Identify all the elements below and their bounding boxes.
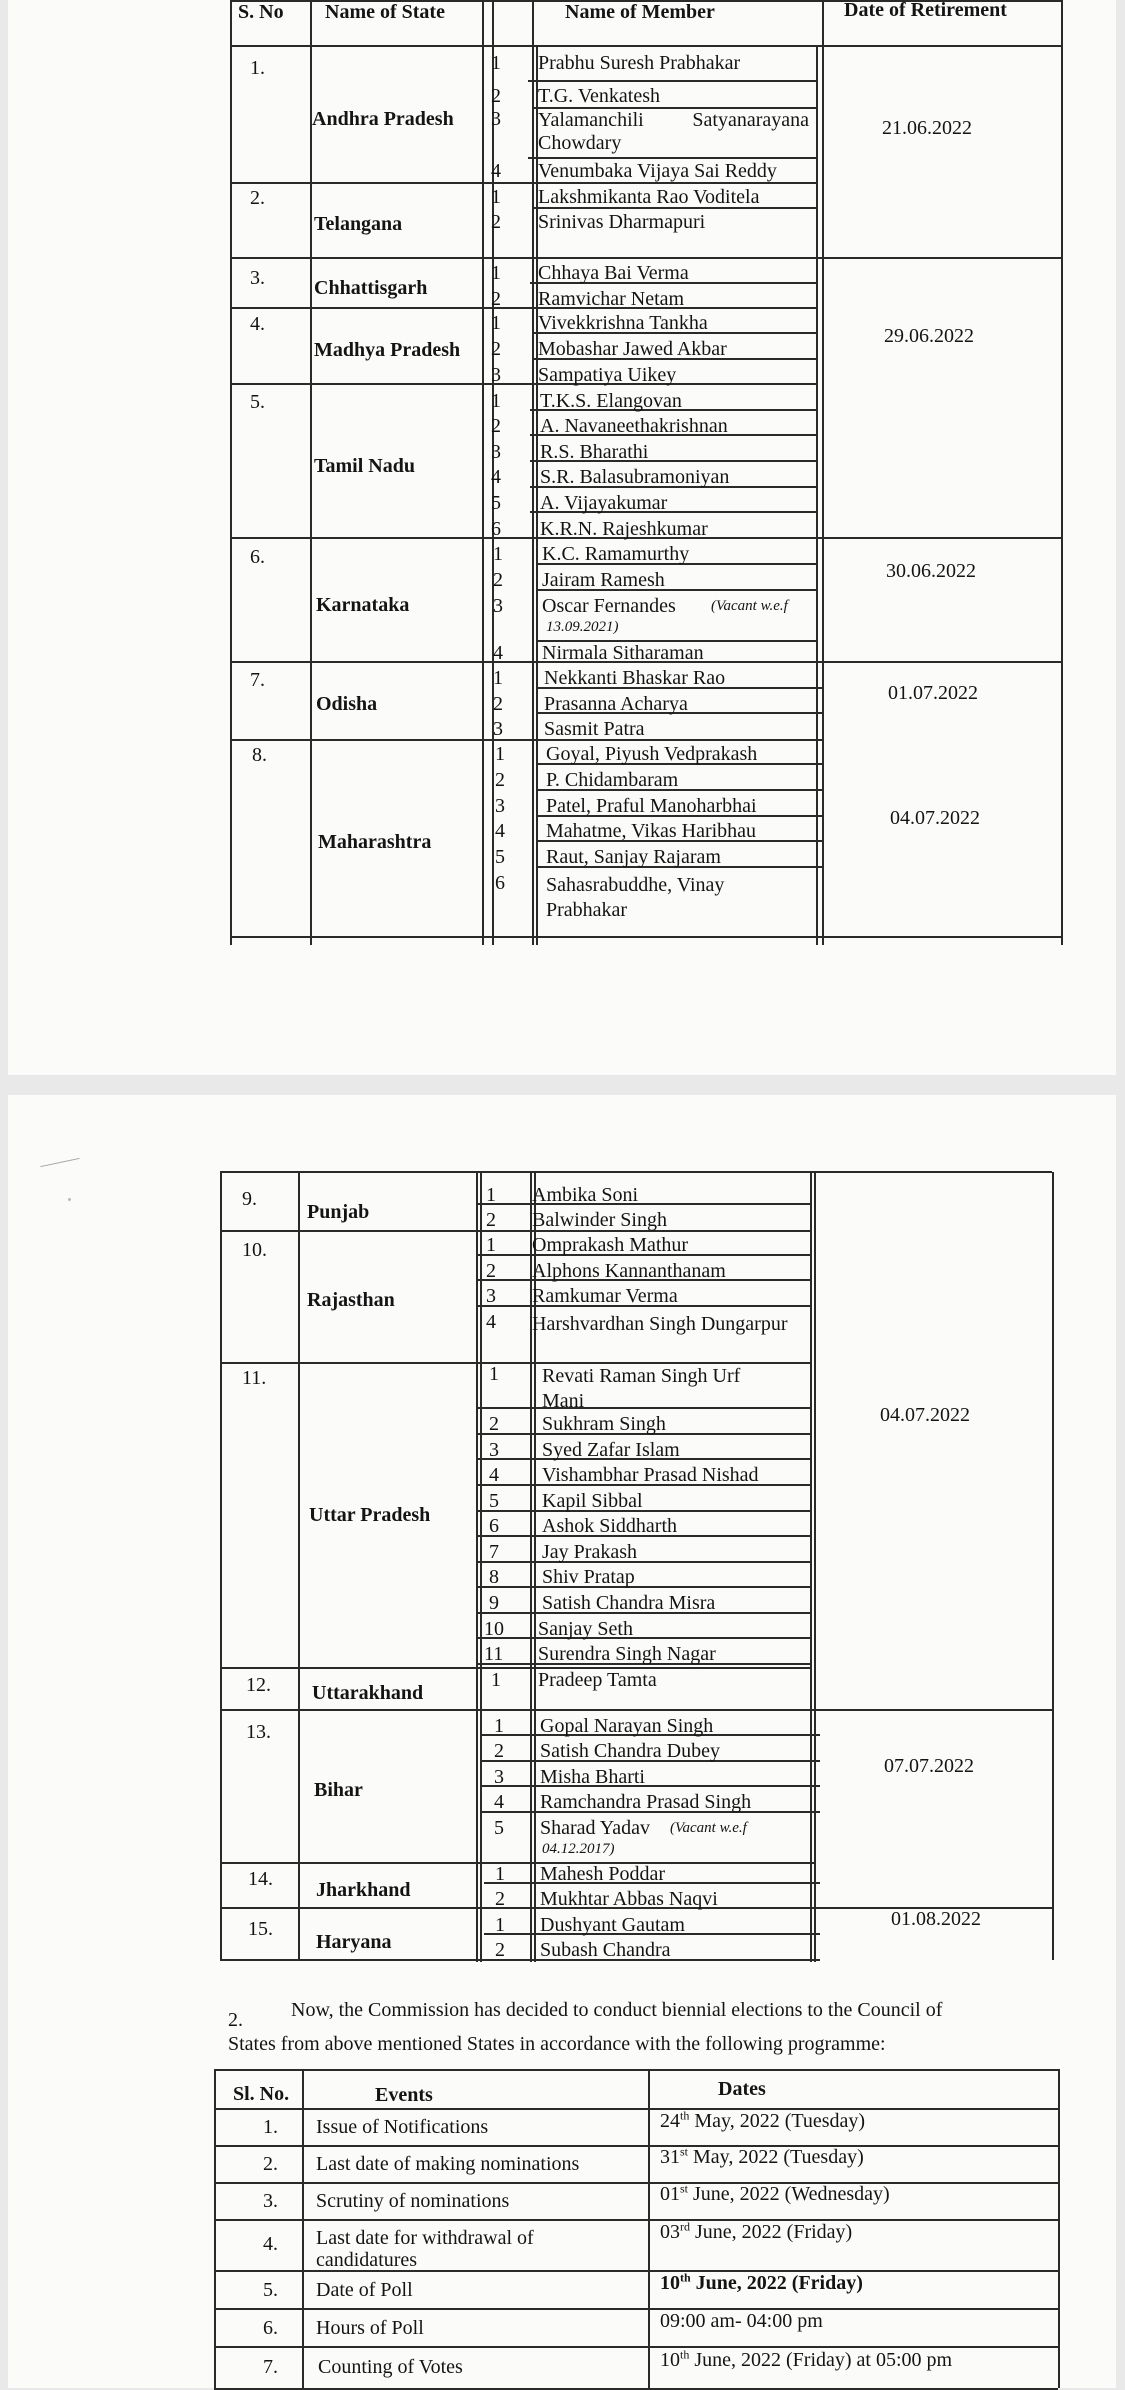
state-name: Tamil Nadu [314, 455, 415, 477]
member-name: Goyal, Piyush Vedprakash [546, 743, 758, 765]
retirement-date: 21.06.2022 [882, 117, 972, 139]
header-date: Date of Retirement [844, 0, 1007, 21]
member-name: Jay Prakash [542, 1541, 637, 1563]
event-name: Issue of Notifications [316, 2116, 489, 2138]
event-name: Counting of Votes [318, 2356, 463, 2378]
header-events: Events [375, 2084, 433, 2106]
sno: 8. [252, 744, 267, 766]
document-text: S. No Name of State Name of Member Date of Retirement 1. Andhra Pradesh 2. Telangana 3. Chhattisgarh 4. Madhya Pradesh 5. Tamil Nadu 6. Karnataka 7. Odisha 8. Maharashtra 1 2 3 4 1 2 1 2 1 2 3 1 2 3 4 5 6 1 2 3 4 1 2 3 1 2 3 4 5 6 Prabhu Suresh Prabhakar T.G. Venkatesh Yalamanchili Satyanarayana Chowdary Venumbaka Vijaya Sai Reddy Lakshmikanta Rao Voditela Srinivas Dharmapuri Chhaya Bai Verma Ramvichar Netam Vivekkrishna Tankha Mobashar Jawed Akbar Sampatiya Uikey T.K.S. Elangovan A. Navaneethakrishnan R.S. Bharathi S.R. Balasubramoniyan A. Vijayakumar K.R.N. Rajeshkumar K.C. Ramamurthy Jairam Ramesh Oscar Fernandes (Vacant w.e.f 13.09.2021) Nirmala Sitharaman Nekkanti Bhaskar Rao Prasanna Acharya Sasmit Patra Goyal, Piyush Vedprakash P. Chidambaram Patel, Praful Manoharbhai Mahatme, Vikas Haribhau Raut, Sanjay Rajaram Sahasrabuddhe, Vinay Prabhakar 21.06.2022 29.06.2022 30.06.2022 01.07.2022 04.07.2022 9. Punjab 10. Rajasthan 11. Uttar Pradesh 12. Uttarakhand 13. Bihar 14. Jharkhand 15. Haryana 1 2 1 2 3 4 1 2 3 4 5 6 7 8 9 10 11 1 1 2 3 4 5 1 2 1 2 Ambika Soni Balwinder Singh Omprakash Mathur Alphons Kannanthanam Ramkumar Verma Harshvardhan Singh Dungarpur Revati Raman Singh Urf Mani Sukhram Singh Syed Zafar Islam Vishambhar Prasad Nishad Kapil Sibbal Ashok Siddharth Jay Prakash Shiv Pratap Satish Chandra Misra Sanjay Seth Surendra Singh Nagar Pradeep Tamta Gopal Narayan Singh Satish Chandra Dubey Misha Bharti Ramchandra Prasad Singh Sharad Yadav (Vacant w.e.f 04.12.2017) Mahesh Poddar Mukhtar Abbas Naqvi Dushyant Gautam Subash Chandra 04.07.2022 07.07.2022 01.08.2022 2. Now, the Commission has decided to conduct biennial elections to the Council of States from above mentioned States in accordance with the following programme: Sl. No. Events Dates 1. Issue of Notifications 24th May, 2022 (Tuesday) 2. Last date of making nominations 31st May, 2022 (Tuesday) 3. Scrutiny of nominations 01st June, 2022 (Wednesday) 4. Last date for withdrawal of candidatures 03rd June, 2022 (Friday) 5. Date of Poll 10th June, 2022 (Friday) 6. Hours of Poll 09:00 am- 04:00 pm 7. Counting of Votes 10th June, 2022 (Friday) at 05:00 pm [228, 0, 1007, 2378]
sno: 1. [263, 2116, 278, 2138]
member-name: K.C. Ramamurthy [542, 543, 690, 565]
member-name: Sasmit Patra [544, 718, 645, 740]
sno: 6. [263, 2317, 278, 2339]
sno: 10. [242, 1239, 267, 1261]
member-name: Mahatme, Vikas Haribhau [546, 820, 757, 842]
member-name: Mobashar Jawed Akbar [538, 338, 727, 360]
vacant-note: (Vacant w.e.f [711, 598, 788, 614]
member-name: Oscar Fernandes [542, 595, 676, 617]
member-name: Yalamanchili Satyanarayana Chowdary [538, 109, 809, 154]
event-date: 09:00 am- 04:00 pm [660, 2310, 823, 2332]
header-sno: Sl. No. [233, 2083, 290, 2105]
header-state: Name of State [325, 1, 445, 23]
member-name: K.R.N. Rajeshkumar [540, 518, 708, 540]
member-name: Sharad Yadav [540, 1817, 650, 1839]
member-name: T.G. Venkatesh [538, 85, 661, 107]
member-name: Surendra Singh Nagar [538, 1643, 716, 1665]
member-name: Vishambhar Prasad Nishad [542, 1464, 759, 1486]
member-name: Sanjay Seth [538, 1618, 633, 1640]
vacant-note: (Vacant w.e.f [670, 1820, 747, 1836]
member-name: Mukhtar Abbas Naqvi [540, 1888, 718, 1910]
event-date: 01st June, 2022 (Wednesday) [660, 2181, 890, 2205]
sno: 3. [250, 267, 265, 289]
retirement-date: 30.06.2022 [886, 560, 976, 582]
retirement-date: 04.07.2022 [890, 807, 980, 829]
state-name: Andhra Pradesh [312, 108, 454, 130]
event-date: 24th May, 2022 (Tuesday) [660, 2108, 866, 2132]
member-name: Dushyant Gautam [540, 1914, 685, 1936]
member-name: Misha Bharti [540, 1766, 645, 1788]
state-name: Uttarakhand [312, 1682, 424, 1704]
paragraph-number: 2. [228, 2009, 243, 2031]
header-sno: S. No [238, 1, 284, 23]
member-name: Ramchandra Prasad Singh [540, 1791, 752, 1813]
header-member: Name of Member [565, 1, 715, 23]
sno: 6. [250, 546, 265, 568]
member-name: Prabhu Suresh Prabhakar [538, 52, 741, 74]
sno: 5. [250, 391, 265, 413]
member-name: P. Chidambaram [546, 769, 679, 791]
member-name: Nekkanti Bhaskar Rao [544, 667, 726, 689]
event-name: Last date of making nominations [316, 2153, 580, 2175]
member-name: T.K.S. Elangovan [540, 390, 682, 412]
state-name: Odisha [316, 693, 378, 715]
member-name: Jairam Ramesh [542, 569, 665, 591]
paragraph-text: States from above mentioned States in accordance with the following programme: [228, 2033, 886, 2055]
sno: 2. [250, 187, 265, 209]
retirement-date: 01.07.2022 [888, 682, 978, 704]
sno: 11. [242, 1367, 267, 1389]
state-name: Bihar [314, 1779, 363, 1801]
member-name: Balwinder Singh [532, 1209, 667, 1231]
member-name: Harshvardhan Singh Dungarpur [532, 1313, 788, 1335]
paragraph-text: Now, the Commission has decided to conduct biennial elections to the Council of [291, 1999, 943, 2021]
member-name: Gopal Narayan Singh [540, 1715, 714, 1737]
retirement-date: 01.08.2022 [891, 1908, 981, 1930]
member-name: Syed Zafar Islam [542, 1439, 680, 1461]
state-name: Chhattisgarh [314, 277, 428, 299]
member-name: Sampatiya Uikey [538, 364, 677, 386]
member-name: Ashok Siddharth [542, 1515, 677, 1537]
event-name: Hours of Poll [316, 2317, 424, 2339]
retirement-date: 04.07.2022 [880, 1404, 970, 1426]
sno: 4. [250, 313, 265, 335]
member-name: Shiv Pratap [542, 1566, 635, 1588]
member-name: Ramvichar Netam [538, 288, 685, 310]
sno: 4. [263, 2233, 278, 2255]
sno: 14. [248, 1868, 273, 1890]
member-name: Sukhram Singh [542, 1413, 666, 1435]
event-date: 03rd June, 2022 (Friday) [660, 2219, 853, 2243]
member-name: A. Navaneethakrishnan [540, 415, 728, 437]
member-name: Chhaya Bai Verma [538, 262, 689, 284]
member-name: Revati Raman Singh Urf Mani [542, 1365, 741, 1412]
sno: 1. [250, 57, 265, 79]
member-name: Vivekkrishna Tankha [538, 312, 708, 334]
member-name: Raut, Sanjay Rajaram [546, 846, 721, 868]
state-name: Rajasthan [307, 1289, 395, 1311]
event-date: 10th June, 2022 (Friday) at 05:00 pm [660, 2347, 953, 2371]
state-name: Madhya Pradesh [314, 339, 461, 361]
member-name: Satish Chandra Misra [542, 1592, 716, 1614]
member-name: Prasanna Acharya [544, 693, 688, 715]
member-name: Sahasrabuddhe, Vinay Prabhakar [546, 874, 725, 921]
member-name: Ramkumar Verma [532, 1285, 678, 1307]
member-name: Srinivas Dharmapuri [538, 211, 706, 233]
event-date: 10th June, 2022 (Friday) [660, 2270, 863, 2294]
header-dates: Dates [718, 2078, 766, 2100]
member-name: Ambika Soni [532, 1184, 639, 1206]
vacant-note: 04.12.2017) [542, 1841, 615, 1857]
state-name: Uttar Pradesh [309, 1504, 431, 1526]
sno: 7. [250, 669, 265, 691]
member-name: A. Vijayakumar [540, 492, 668, 514]
member-name: Alphons Kannanthanam [532, 1260, 726, 1282]
member-name: Patel, Praful Manoharbhai [546, 795, 757, 817]
retirement-date: 07.07.2022 [884, 1755, 974, 1777]
sno: 5. [263, 2279, 278, 2301]
member-name: R.S. Bharathi [540, 441, 649, 463]
sno: 15. [248, 1918, 273, 1940]
state-name: Telangana [314, 213, 403, 235]
member-name: Venumbaka Vijaya Sai Reddy [538, 160, 777, 182]
sno: 7. [263, 2356, 278, 2378]
member-name: Subash Chandra [540, 1939, 671, 1961]
state-name: Karnataka [316, 594, 410, 616]
member-name: Pradeep Tamta [538, 1669, 657, 1691]
member-name: Lakshmikanta Rao Voditela [538, 186, 760, 208]
sno: 12. [246, 1674, 271, 1696]
event-name: Date of Poll [316, 2279, 413, 2301]
vacant-note: 13.09.2021) [546, 619, 619, 635]
state-name: Haryana [316, 1931, 392, 1953]
event-name: Scrutiny of nominations [316, 2190, 510, 2212]
member-name: Satish Chandra Dubey [540, 1740, 720, 1762]
sno: 9. [242, 1188, 257, 1210]
sno: 2. [263, 2153, 278, 2175]
event-name: Last date for withdrawal of candidatures [316, 2227, 534, 2271]
member-name: S.R. Balasubramoniyan [540, 466, 730, 488]
member-name: Kapil Sibbal [542, 1490, 643, 1512]
retirement-date: 29.06.2022 [884, 325, 974, 347]
state-name: Maharashtra [318, 831, 432, 853]
member-name: Mahesh Poddar [540, 1863, 665, 1885]
state-name: Jharkhand [316, 1879, 411, 1901]
member-name: Nirmala Sitharaman [542, 642, 704, 664]
sno: 3. [263, 2190, 278, 2212]
sno: 13. [246, 1721, 271, 1743]
member-name: Omprakash Mathur [532, 1234, 689, 1256]
state-name: Punjab [307, 1201, 370, 1223]
event-date: 31st May, 2022 (Tuesday) [660, 2144, 864, 2168]
